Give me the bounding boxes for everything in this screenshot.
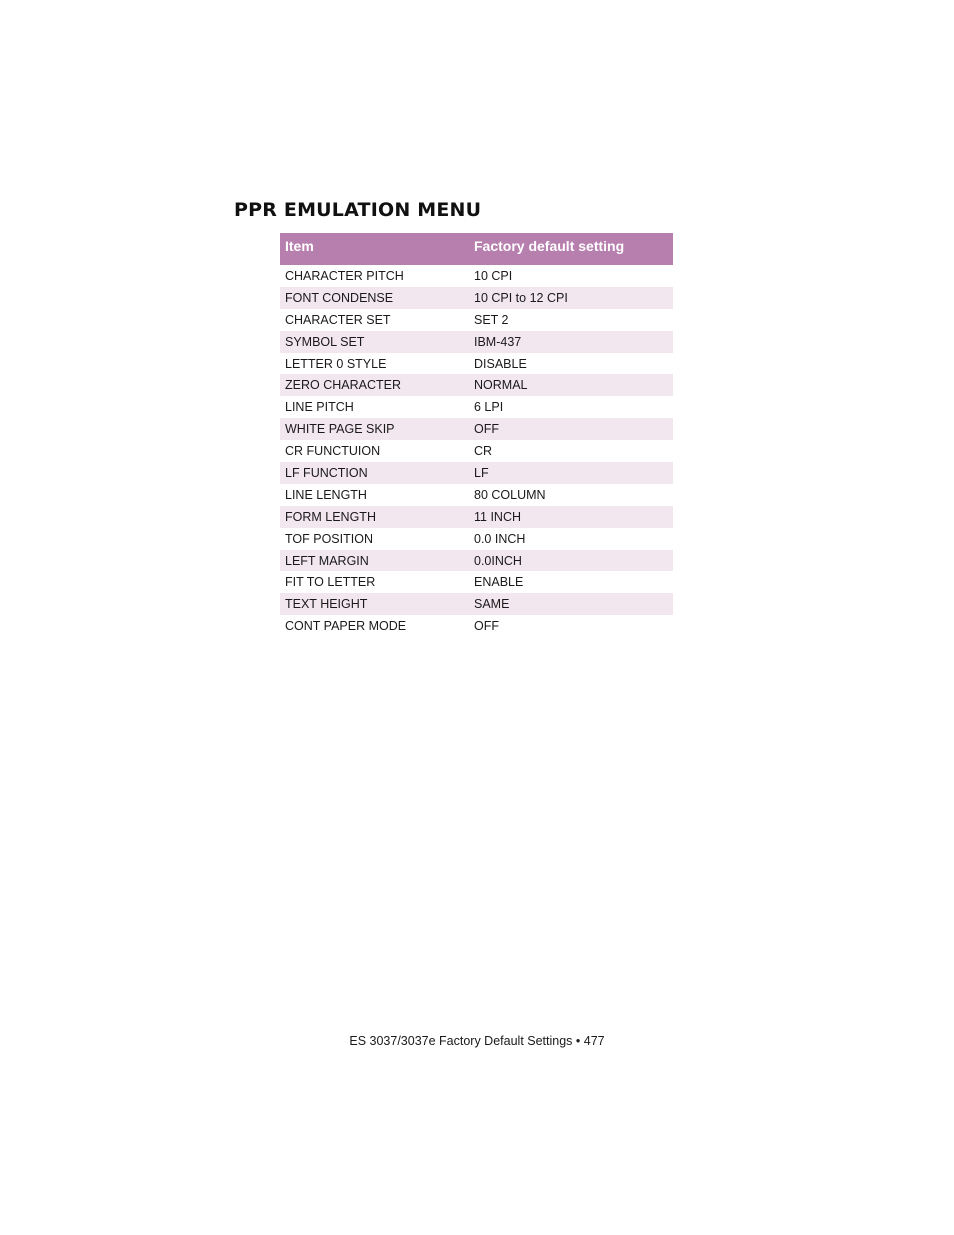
- setting-item-cell: TOF POSITION: [285, 531, 373, 546]
- table-row: [280, 615, 673, 637]
- setting-item-cell: LF FUNCTION: [285, 465, 368, 480]
- setting-default-cell: SET 2: [474, 312, 509, 327]
- setting-item-cell: CR FUNCTUION: [285, 444, 381, 459]
- table-row: [280, 396, 673, 418]
- table-row: [280, 440, 673, 462]
- table-row: [280, 593, 673, 615]
- setting-item-cell: LINE LENGTH: [285, 487, 367, 502]
- table-row: [280, 506, 673, 528]
- page-footer: ES 3037/3037e Factory Default Settings • 477: [349, 1034, 605, 1048]
- setting-default-cell: NORMAL: [474, 378, 528, 393]
- setting-item-cell: TEXT HEIGHT: [285, 597, 368, 612]
- setting-default-cell: IBM-437: [474, 334, 522, 349]
- settings-table: [280, 233, 673, 637]
- table-row: [280, 550, 673, 572]
- setting-default-cell: 10 CPI: [474, 268, 513, 283]
- setting-item-cell: WHITE PAGE SKIP: [285, 422, 395, 437]
- setting-item-cell: LEFT MARGIN: [285, 553, 369, 568]
- setting-item-cell: CHARACTER SET: [285, 312, 391, 327]
- table-row: [280, 528, 673, 550]
- setting-default-cell: 0.0 INCH: [474, 531, 526, 546]
- setting-default-cell: 6 LPI: [474, 400, 504, 415]
- table-row: [280, 265, 673, 287]
- setting-default-cell: ENABLE: [474, 575, 524, 590]
- table-row: [280, 462, 673, 484]
- setting-default-cell: 0.0INCH: [474, 553, 522, 568]
- setting-default-cell: DISABLE: [474, 356, 527, 371]
- setting-default-cell: 10 CPI to 12 CPI: [474, 290, 568, 305]
- setting-item-cell: FIT TO LETTER: [285, 575, 376, 590]
- setting-item-cell: FONT CONDENSE: [285, 290, 394, 305]
- setting-item-cell: LETTER 0 STYLE: [285, 356, 387, 371]
- column-header-item: Item: [280, 233, 469, 265]
- setting-default-cell: LF: [474, 465, 489, 480]
- page-title: PPR EMULATION MENU: [234, 199, 482, 221]
- setting-default-cell: OFF: [474, 619, 499, 634]
- setting-default-cell: 11 INCH: [474, 509, 522, 524]
- table-row: [280, 418, 673, 440]
- setting-item-cell: CONT PAPER MODE: [285, 619, 407, 634]
- setting-default-cell: OFF: [474, 422, 499, 437]
- setting-item-cell: SYMBOL SET: [285, 334, 365, 349]
- setting-default-cell: SAME: [474, 597, 510, 612]
- table-row: [280, 287, 673, 309]
- table-header-row: [280, 233, 673, 265]
- setting-default-cell: 80 COLUMN: [474, 487, 546, 502]
- setting-item-cell: ZERO CHARACTER: [285, 378, 401, 393]
- column-header-default: Factory default setting: [469, 233, 673, 265]
- table-row: [280, 309, 673, 331]
- table-row: [280, 484, 673, 506]
- table-row: [280, 331, 673, 353]
- setting-item-cell: FORM LENGTH: [285, 509, 376, 524]
- setting-item-cell: CHARACTER PITCH: [285, 268, 404, 283]
- table-row: [280, 353, 673, 375]
- table-row: [280, 374, 673, 396]
- setting-item-cell: LINE PITCH: [285, 400, 354, 415]
- setting-default-cell: CR: [474, 444, 493, 459]
- table-body: [280, 265, 673, 637]
- table-row: [280, 571, 673, 593]
